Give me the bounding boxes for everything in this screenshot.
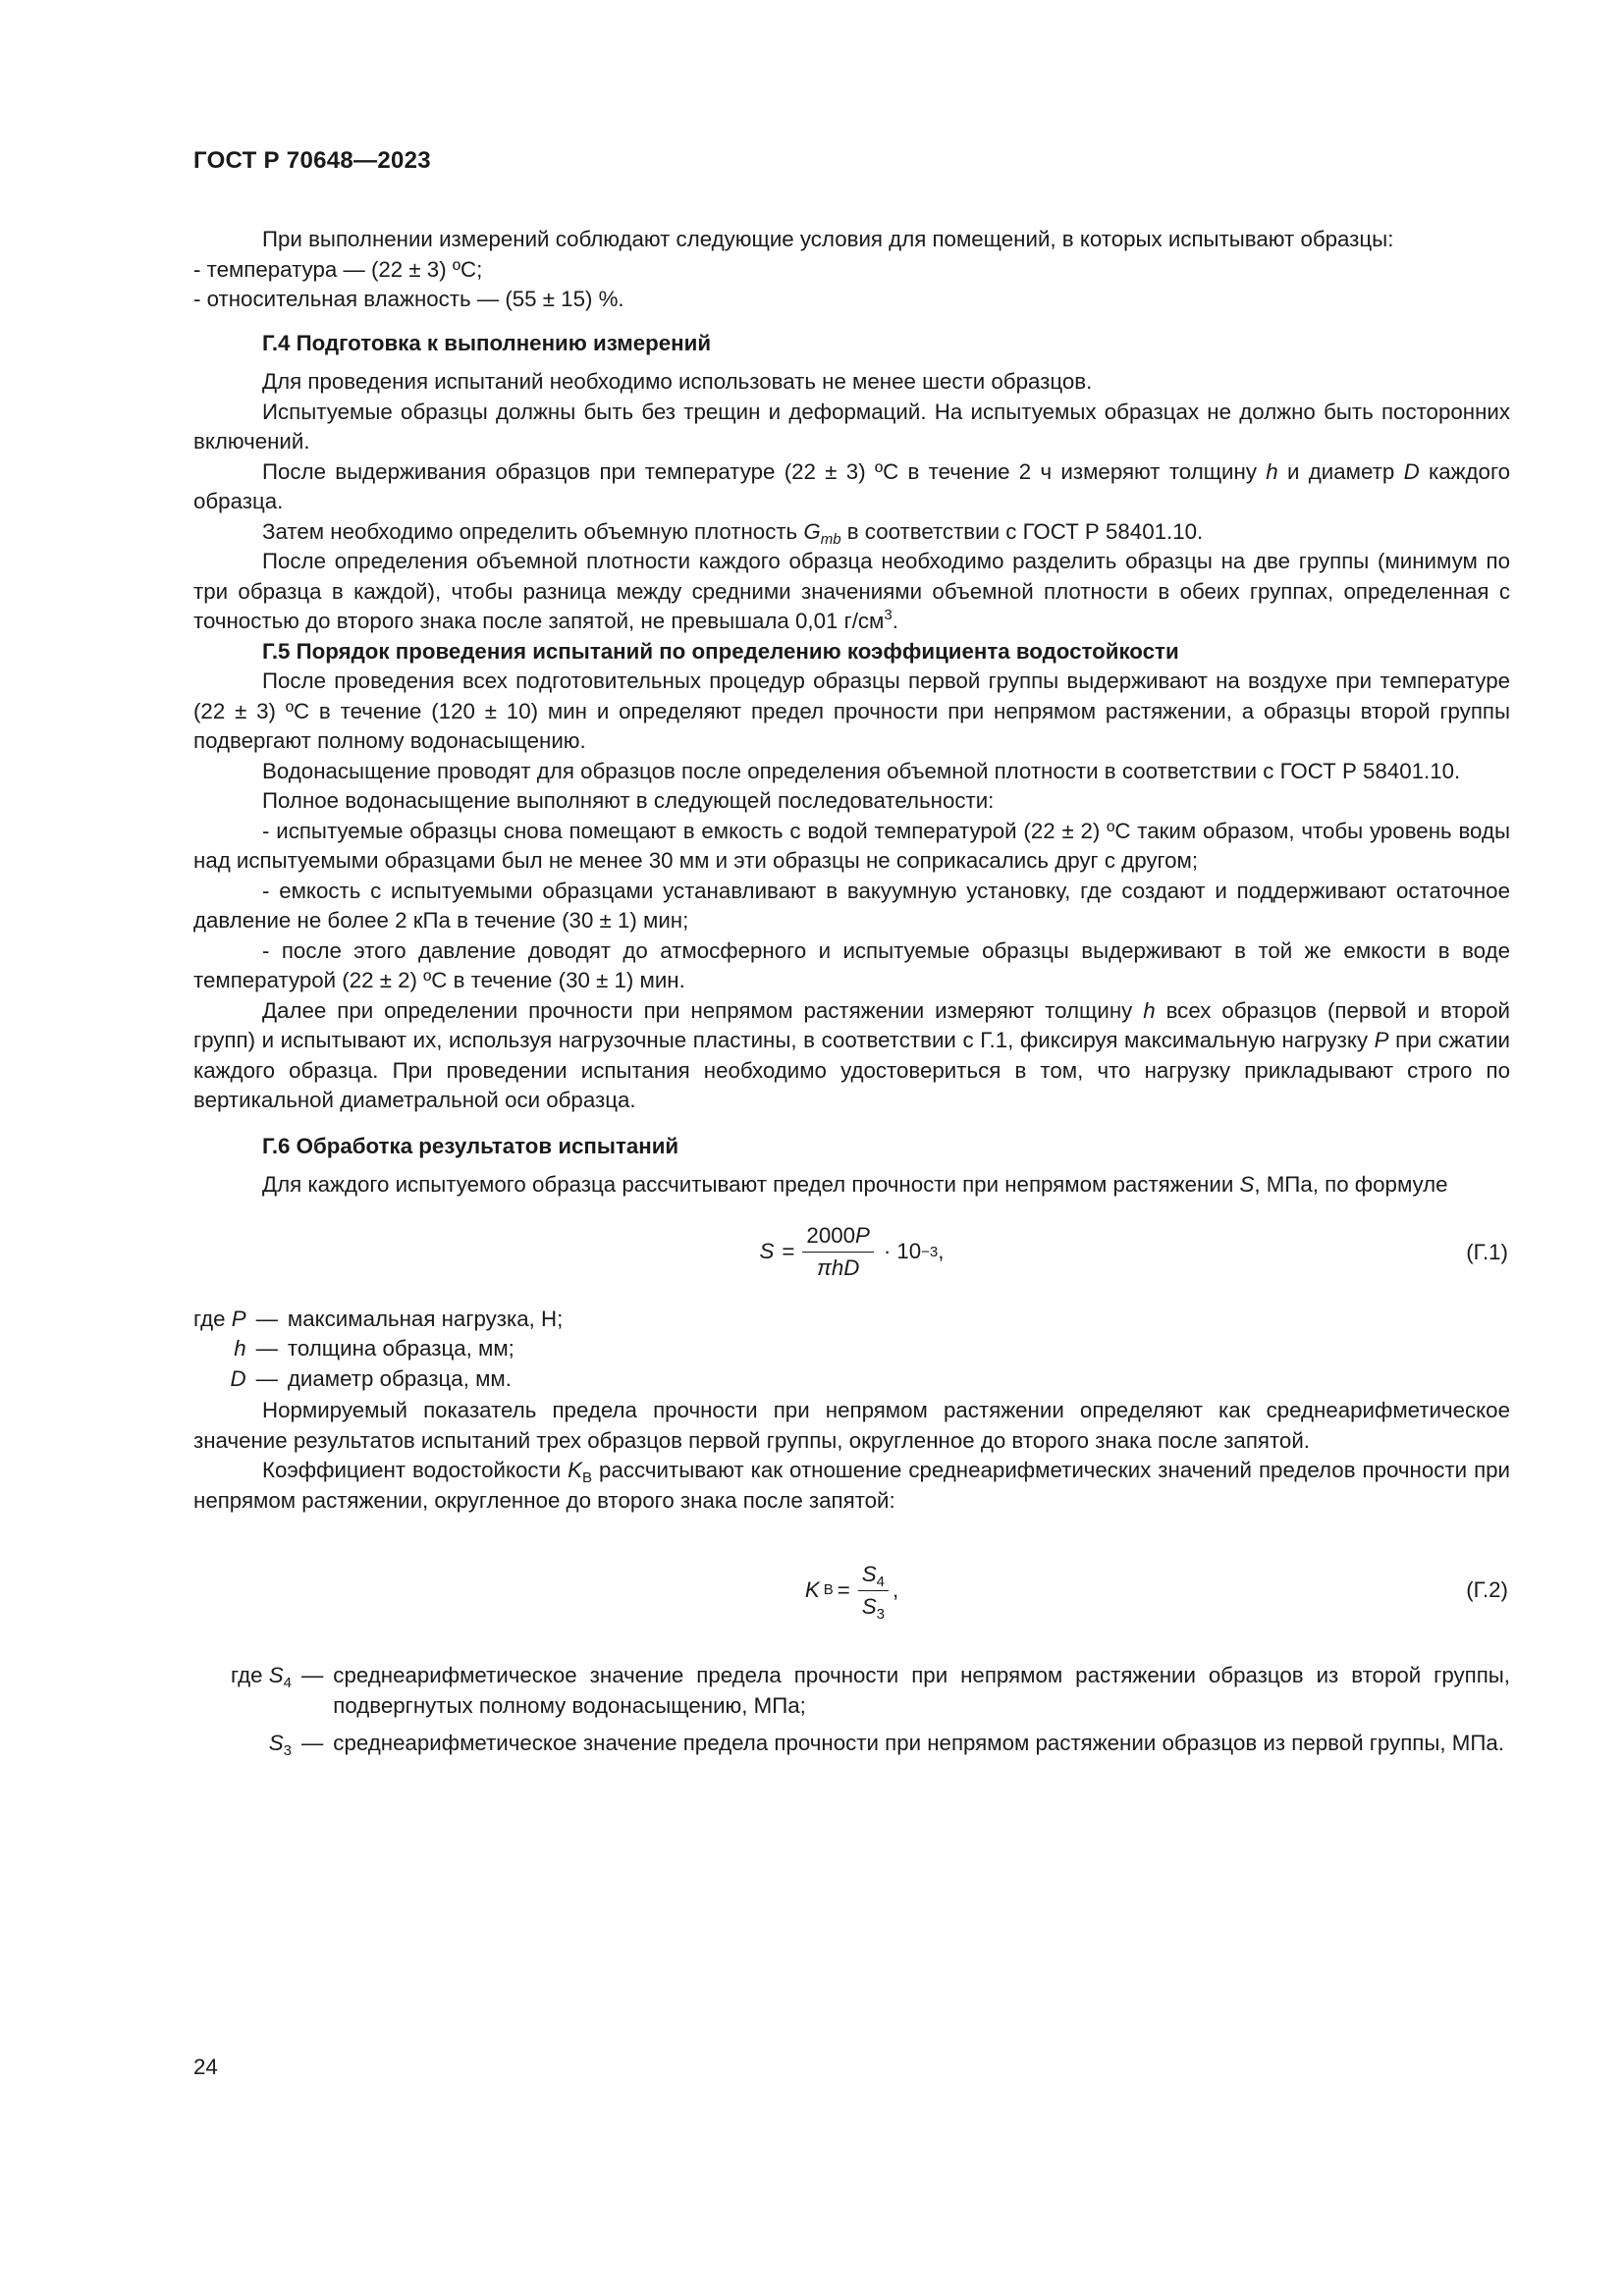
g5-paragraph-2: Водонасыщение проводят для образцов после определения объемной плотности в соответствии с ГОСТ Р 58401.10. xyxy=(262,758,1461,783)
section-g5-heading: Г.5 Порядок проведения испытаний по определению коэффициента водостойкости xyxy=(262,638,1179,664)
g5-paragraph-7: Далее при определении прочности при непрямом растяжении измеряют толщину h всех образцов (первой и второй групп) и испытывают их, используя нагрузочные пластины, в соответствии с Г.1, фиксируя максимальную нагрузку P при сжатии каждого образца. При проведении испытания необходимо удостовериться в том, что нагрузку прикладывают строго по вертикальной диаметральной оси образца. xyxy=(193,997,1511,1112)
symbol-d: D xyxy=(1403,458,1420,484)
formula-g1-legend xyxy=(193,1305,563,1395)
page-number: 24 xyxy=(193,2055,218,2079)
fraction-g2: $\frac{S_4}{S_3}$ xyxy=(858,1561,889,1621)
g6-paragraph-2: Нормируемый показатель предела прочности при непрямом растяжении определяют как среднеарифметическое значение результатов испытаний трех образцов первой группы, округленное до второго знака после запятой. xyxy=(193,1398,1510,1453)
g5-paragraph-1: После проведения всех подготовительных процедур образцы первой группы выдерживают на воздухе при температуре (22 ± 3) ºС в течение (120 ± 10) мин и определяют предел прочности при непрямом растяжении, а образцы второй группы подвергают полному водонасыщению. xyxy=(193,668,1510,753)
conditions-humidity: - относительная влажность — (55 ± 15) %. xyxy=(193,287,624,311)
g6-paragraph-1: Для каждого испытуемого образца рассчитывают предел прочности при непрямом растяжении S, МПа, по формуле xyxy=(262,1172,1448,1197)
g4-paragraph-3: После выдерживания образцов при температуре (22 ± 3) ºС в течение 2 ч измеряют толщину h и диаметр D каждого образца. xyxy=(193,458,1510,513)
g4-paragraph-5: После определения объемной плотности каждого образца необходимо разделить образцы на две группы (минимум по три образца в каждой), чтобы разница между средними значениями объемной плотности в обеих группах, определенная с точностью до второго знака после запятой, не превышала 0,01 $г/см^3$. xyxy=(193,549,1510,633)
symbol-gmb: G xyxy=(803,518,821,544)
formula-g2-number: (Г.2) xyxy=(1466,1576,1508,1602)
legend-row: h — толщина образца, мм; xyxy=(234,1336,514,1361)
document-body xyxy=(193,225,1510,1759)
section-g4-heading: Г.4 Подготовка к выполнению измерений xyxy=(262,330,712,355)
g5-paragraph-3: Полное водонасыщение выполняют в следующей последовательности: xyxy=(262,788,995,813)
legend-row: D — диаметр образца, мм. xyxy=(230,1365,512,1391)
fraction-g1: $\frac{2000P}{\text{πhD}}$ xyxy=(802,1222,873,1282)
section-g6-heading: Г.6 Обработка результатов испытаний xyxy=(262,1133,679,1158)
g5-paragraph-4: - испытуемые образцы снова помещают в емкость с водой температурой (22 ± 2) ºС таким образом, чтобы уровень воды над испытуемыми образцами был не менее 30 мм и эти образцы не соприкасались друг с другом; xyxy=(193,818,1510,873)
formula-g2: K В = $\frac{S_4}{S_3}$ , (Г.2) xyxy=(804,1561,1508,1623)
g6-paragraph-3: Коэффициент водостойкости $K_В$ рассчитывают как отношение среднеарифметических значений пределов прочности при непрямом растяжении, округленное до второго знака после запятой: xyxy=(193,1458,1510,1513)
legend-row: где P — максимальная нагрузка, Н; xyxy=(193,1306,564,1331)
legend-row: $S_3$ — среднеарифметическое значение предела прочности при непрямом растяжении образцов из первой группы, МПа. xyxy=(268,1731,1504,1759)
formula-g2-legend xyxy=(193,1661,1510,1759)
formula-g1: S = $\frac{2000P}{\text{πhD}}$ · 10 −3 , (Г.1) xyxy=(759,1223,1508,1280)
g4-paragraph-1: Для проведения испытаний необходимо использовать не менее шести образцов. xyxy=(262,369,1093,394)
conditions-intro: При выполнении измерений соблюдают следующие условия для помещений, в которых испытывают образцы: xyxy=(262,227,1394,251)
document-header: ГОСТ Р 70648—2023 xyxy=(193,147,431,174)
legend-row: где $S_4$ — среднеарифметическое значение предела прочности при непрямом растяжении образцов из второй группы, подвергнутых полному водонасыщению, МПа; xyxy=(231,1663,1510,1718)
g5-paragraph-5: - емкость с испытуемыми образцами устанавливают в вакуумную установку, где создают и поддерживают остаточное давление не более 2 кПа в течение (30 ± 1) мин; xyxy=(193,878,1510,933)
g4-paragraph-4: Затем необходимо определить объемную плотность $G_{mb}$ в соответствии с ГОСТ Р 58401.10. xyxy=(262,518,1204,548)
g5-paragraph-6: - после этого давление доводят до атмосферного и испытуемые образцы выдерживают в той же емкости в воде температурой (22 ± 2) ºС в течение (30 ± 1) мин. xyxy=(193,937,1510,992)
g4-paragraph-2: Испытуемые образцы должны быть без трещин и деформаций. На испытуемых образцах не должно быть посторонних включений. xyxy=(193,399,1510,454)
formula-g1-number: (Г.1) xyxy=(1466,1239,1508,1264)
conditions-temperature: - температура — (22 ± 3) ºС; xyxy=(193,256,483,282)
symbol-h: h xyxy=(1266,458,1278,484)
